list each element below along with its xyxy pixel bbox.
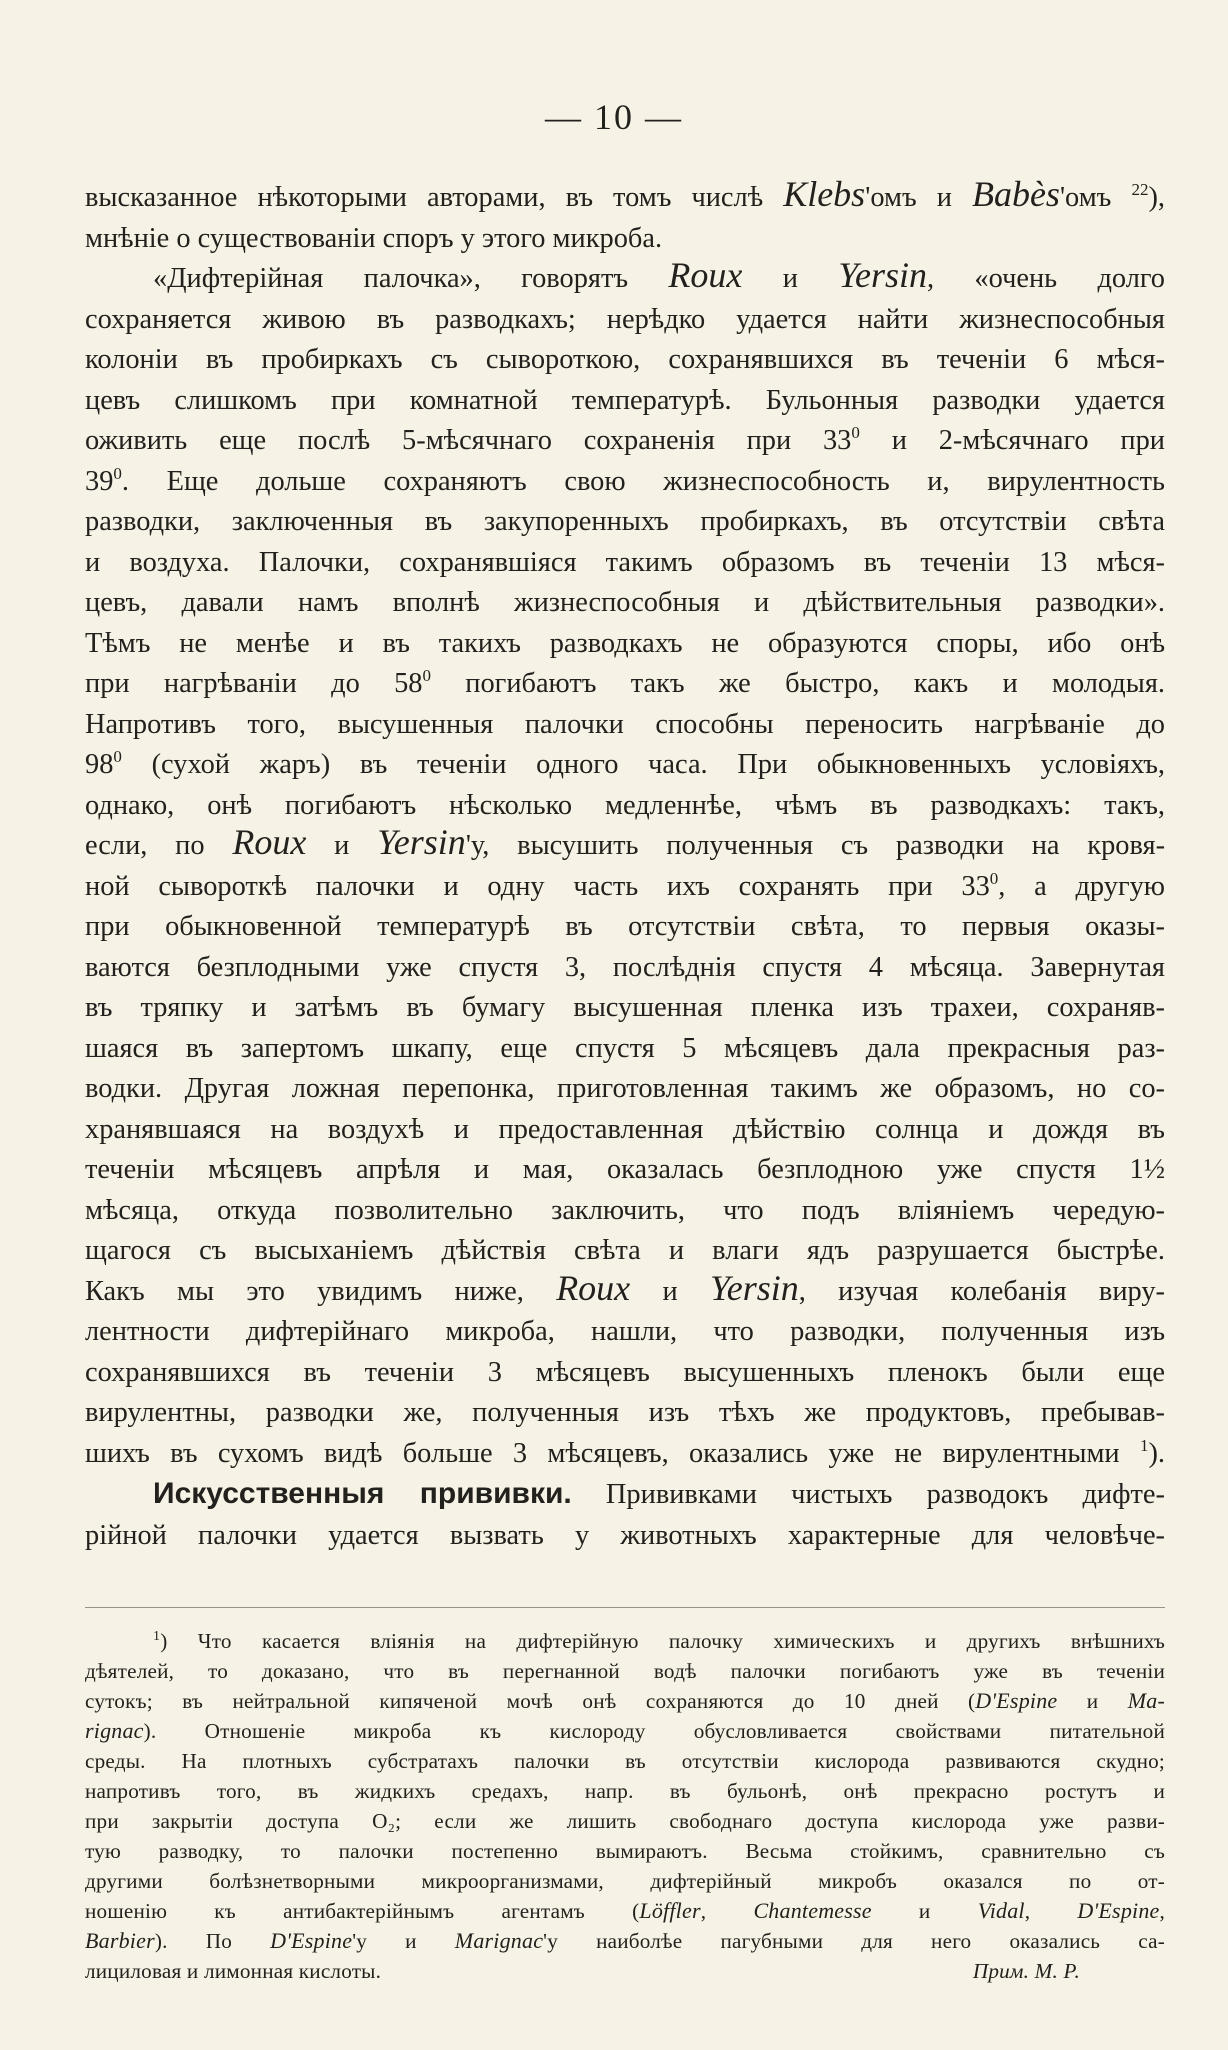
text-line: хранявшаяся на воздухѣ и предоставленная дѣйствію солнца и дождя въ (85, 1113, 1165, 1145)
page-number: — 10 — (545, 97, 683, 137)
author-name: Chantemesse (753, 1898, 872, 1923)
text-line: цевъ, давали намъ вполнѣ жизнеспособныя и дѣйствительныя разводки». (85, 587, 1165, 618)
text-line: рійной палочки удается вызвать у животныхъ характерные для человѣче- (85, 1519, 1165, 1551)
degree-mark: 0 (851, 423, 860, 442)
author-name: D'Espine (1077, 1898, 1160, 1923)
text-line: ной сывороткѣ палочки и одну часть ихъ сохранять при $33^0$, а другую (85, 868, 1165, 902)
text-line: оживить еще послѣ 5-мѣсячнаго сохраненія при $33^0$ и 2-мѣсячнаго при (85, 423, 1165, 456)
degree-mark: 0 (113, 463, 122, 483)
footnote-line: ношенію къ антибактерійнымъ агентамъ (Löffler, Chantemesse и Vidal, D'Espine, (85, 1898, 1165, 1923)
text-line: лентности дифтерійнаго микроба, нашли, что разводки, полученныя изъ (85, 1316, 1165, 1347)
text-line: ваются безплодными уже спустя 3, послѣднія спустя 4 мѣсяца. Завернутая (85, 951, 1165, 983)
text-line: Тѣмъ не менѣе и въ такихъ разводкахъ не образуются споры, ибо онѣ (85, 627, 1165, 659)
footnote-line: среды. На плотныхъ субстратахъ палочки въ отсутствіи кислорода развиваются скудно; (85, 1749, 1165, 1773)
author-name: D'Espine (270, 1928, 353, 1953)
text-line: однако, онѣ погибаютъ нѣсколько медленнѣе, чѣмъ въ разводкахъ: такъ, (85, 789, 1165, 821)
text-line: Напротивъ того, высушенныя палочки способны переносить нагрѣваніе до (85, 708, 1165, 740)
author-name: Ma- (1127, 1688, 1165, 1713)
footnote-line: дѣятелей, то доказано, что въ перегнанной водѣ палочки погибаютъ уже въ теченіи (85, 1659, 1165, 1683)
text-line: вирулентны, разводки же, полученныя изъ тѣхъ же продуктовъ, пребывав- (85, 1397, 1165, 1428)
footnote-line: другими болѣзнетворными микроорганизмами, дифтерійный микробъ оказался по от- (85, 1869, 1165, 1893)
text-line: $39^0$. Еще дольше сохраняютъ свою жизнеспособность и, вирулентность (85, 463, 1165, 497)
text-line: мнѣніе о существованіи споръ у этого микроба. (85, 222, 663, 254)
reference-mark: 1 (1139, 1435, 1149, 1455)
author-name: rignac (85, 1718, 144, 1743)
text-line: если, по Roux и Yersin'у, высушить полученныя съ разводки на кровя- (85, 822, 1166, 862)
footnote-line: напротивъ того, въ жидкихъ средахъ, напр. въ бульонѣ, онѣ прекрасно ростутъ и (85, 1779, 1165, 1803)
text-line: $98^0$ (сухой жаръ) въ теченіи одного часа. При обыкновенныхъ условіяхъ, (85, 747, 1165, 780)
author-name: Vidal (977, 1898, 1025, 1923)
footnote-line: тую разводку, то палочки постепенно вымираютъ. Весьма стойкимъ, сравнительно съ (85, 1839, 1165, 1863)
degree-mark: 0 (422, 666, 431, 685)
author-name: Löffler (639, 1898, 701, 1923)
text-line: разводки, заключенныя въ закупоренныхъ пробиркахъ, въ отсутствіи свѣта (85, 506, 1165, 537)
author-name: Roux (556, 1267, 631, 1308)
author-name: Yersin (710, 1267, 799, 1308)
author-name: Klebs (783, 174, 866, 214)
text-line: мѣсяца, откуда позволительно заключить, что подъ вліяніемъ чередую- (85, 1194, 1165, 1226)
text-line: колоніи въ пробиркахъ съ сывороткою, сохранявшихся въ теченіи 6 мѣся- (85, 344, 1165, 375)
author-name: D'Espine (975, 1688, 1058, 1713)
text-line: шаяся въ запертомъ шкапу, еще спустя 5 мѣсяцевъ дала прекрасныя раз- (85, 1032, 1165, 1064)
text-line: щагося съ высыханіемъ дѣйствія свѣта и влаги ядъ разрушается быстрѣе. (85, 1235, 1165, 1266)
footnote-line: лициловая и лимонная кислоты. Прим. М. Р. (85, 1956, 1165, 1986)
footnote (85, 1626, 1165, 1986)
degree-mark: 0 (113, 747, 122, 766)
footnote-mark: 1 (153, 1629, 161, 1644)
reference-mark: 22 (1131, 180, 1149, 199)
text-line: водки. Другая ложная перепонка, приготовленная такимъ же образомъ, но со- (85, 1073, 1165, 1104)
text-line: сохранявшихся въ теченіи 3 мѣсяцевъ высушенныхъ пленокъ были еще (85, 1356, 1165, 1388)
author-name: Babès (971, 174, 1060, 214)
footnote-line: при закрытіи доступа O₂; если же лишить свободнаго доступа кислорода уже разви- (85, 1809, 1165, 1833)
text-line: Искусственныя прививки. Прививками чистыхъ разводокъ дифте- (153, 1477, 1165, 1510)
author-name: Roux (668, 255, 743, 295)
text-line: при обыкновенной температурѣ въ отсутствіи свѣта, то первыя оказы- (85, 911, 1165, 942)
footnote-divider (85, 1607, 1165, 1608)
text-line: сохраняется живою въ разводкахъ; нерѣдко удается найти жизнеспособныя (85, 303, 1165, 335)
text-line: при нагрѣваніи до $58^0$ погибаютъ такъ же быстро, какъ и молодыя. (85, 666, 1165, 699)
text-line: въ тряпку и затѣмъ въ бумагу высушенная пленка изъ трахеи, сохраняв- (85, 992, 1165, 1023)
author-name: Yersin (838, 255, 927, 295)
translator-note-signature: Прим. М. Р. (972, 1959, 1080, 1983)
section-heading: Искусственныя прививки. (153, 1477, 572, 1510)
footnote-line: сутокъ; въ нейтральной кипяченой мочѣ онѣ сохраняются до 10 дней (D'Espine и Ma- (85, 1688, 1165, 1713)
footnote-line: rignac). Отношеніе микроба къ кислороду обусловливается свойствами питательной (85, 1718, 1165, 1743)
footnote-line: Barbier). По D'Espine'у и Marignac'у наиболѣе пагубными для него оказались са- (85, 1928, 1166, 1953)
text-line: шихъ въ сухомъ видѣ больше 3 мѣсяцевъ, оказались уже не вирулентными $^1$). (85, 1435, 1165, 1469)
text-line: цевъ слишкомъ при комнатной температурѣ. Бульонныя разводки удается (85, 384, 1165, 416)
text-line: высказанное нѣкоторыми авторами, въ томъ числѣ Klebs'омъ и Babès'омъ $^{22}$), (85, 174, 1165, 214)
author-name: Roux (232, 822, 307, 862)
text-line: «Дифтерійная палочка», говорятъ Roux и Yersin, «очень долго (153, 255, 1166, 295)
text-line: Какъ мы это увидимъ ниже, Roux и Yersin, изучая колебанія виру- (85, 1267, 1165, 1308)
degree-mark: 0 (989, 868, 999, 888)
author-name: Barbier (85, 1928, 155, 1953)
footnote-line: $^1$) Что касается вліянія на дифтерійную палочку химическихъ и другихъ внѣшнихъ (153, 1629, 1165, 1653)
text-line: теченіи мѣсяцевъ апрѣля и мая, оказалась безплодною уже спустя 1½ (85, 1154, 1165, 1185)
author-name: Marignac (454, 1928, 544, 1953)
text-line: и воздуха. Палочки, сохранявшіяся такимъ образомъ въ теченіи 13 мѣся- (85, 546, 1165, 578)
author-name: Yersin (377, 822, 466, 862)
main-text (85, 174, 1166, 1556)
